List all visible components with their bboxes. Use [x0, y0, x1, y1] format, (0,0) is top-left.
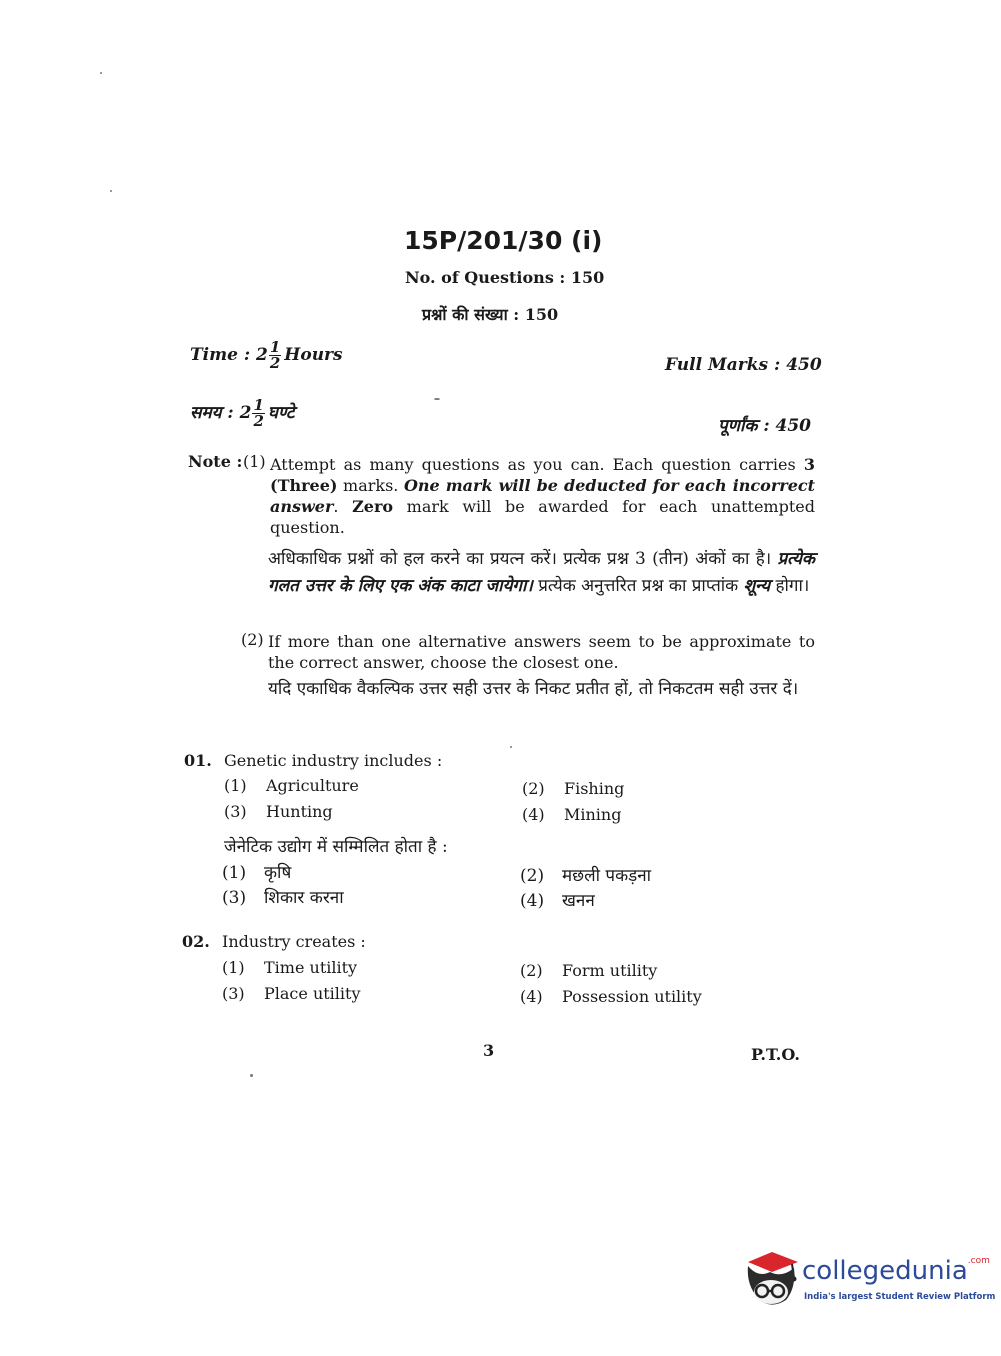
question-1-option-1-en: (1) Agriculture — [224, 776, 359, 795]
question-1-option-2-hi: (2) मछली पकड़ना — [520, 866, 652, 886]
scan-speck — [250, 1074, 253, 1077]
scan-speck — [100, 72, 102, 74]
time-hi-suffix: घण्टे — [267, 403, 295, 423]
time-en — [190, 340, 343, 371]
brand-name: collegedunia$^{.com}$ — [802, 1256, 990, 1286]
number-of-questions-en: No. of Questions : 150 — [405, 268, 605, 287]
question-1-option-4-en: (4) Mining — [522, 805, 622, 824]
question-1-text-hi: जेनेटिक उद्योग में सम्मिलित होता है : — [224, 837, 448, 857]
question-1-option-3-hi: (3) शिकार करना — [222, 888, 344, 908]
time-en-suffix: Hours — [284, 345, 343, 365]
brand-tagline: India's largest Student Review Platform — [804, 1292, 996, 1302]
question-1-number: 01. — [184, 751, 212, 770]
full-marks-hi: पूर्णांक : 450 — [718, 416, 812, 436]
collegedunia-mascot-icon — [742, 1248, 802, 1310]
page-number: 3 — [483, 1041, 495, 1060]
pto-label: P.T.O. — [751, 1045, 800, 1064]
note-2-hindi: यदि एकाधिक वैकल्पिक उत्तर सही उत्तर के निकट प्रतीत हों, तो निकटतम सही उत्तर दें। — [268, 679, 799, 699]
time-hi-fraction: $\frac{1}{2}$ — [253, 396, 264, 430]
question-1-option-1-hi: (1) कृषि — [222, 863, 292, 883]
scan-speck — [110, 190, 112, 192]
note-1-number: (1) — [243, 452, 266, 471]
scan-speck — [434, 398, 440, 400]
note-label: Note : — [188, 452, 243, 471]
full-marks-en: Full Marks : 450 — [665, 355, 822, 375]
question-2-text-en: Industry creates : — [222, 932, 366, 951]
scan-speck — [510, 746, 512, 748]
question-2-option-2-en: (2) Form utility — [520, 961, 658, 980]
question-2-option-4-en: (4) Possession utility — [520, 987, 702, 1006]
paper-code: 15P/201/30 (i) — [404, 226, 603, 255]
question-2-number: 02. — [182, 932, 210, 951]
question-2-option-1-en: (1) Time utility — [222, 958, 358, 977]
note-2-number: (2) — [241, 630, 264, 649]
question-1-option-3-en: (3) Hunting — [224, 802, 333, 821]
note-1-english: Attempt as many questions as you can. Each question carries 3 (Three) marks. One mark will be deducted for each incorrect answer. Zero mark will be awarded for each unattempted question. — [270, 455, 816, 537]
note-1-hindi: अधिकाधिक प्रश्नों को हल करने का प्रयत्न करें। प्रत्येक प्रश्न 3 (तीन) अंकों का है। प्रत्येक गलत उत्तर के लिए एक अंक काटा जायेगा। प्रत्येक अनुत्तरित प्रश्न का प्राप्तांक शून्य होगा। — [268, 549, 815, 596]
time-en-prefix: Time : 2 — [190, 345, 268, 365]
time-fraction: $\frac{1}{2}$ — [269, 338, 281, 372]
note-2-english: If more than one alternative answers seem to be approximate to the correct answer, choose the closest one. — [268, 632, 815, 672]
question-1-text-en: Genetic industry includes : — [224, 751, 443, 770]
question-1-option-4-hi: (4) खनन — [520, 891, 595, 911]
time-hi — [190, 398, 294, 429]
time-hi-prefix: समय : 2 — [190, 403, 252, 423]
question-1-option-2-en: (2) Fishing — [522, 779, 625, 798]
number-of-questions-hi: प्रश्नों की संख्या : 150 — [422, 305, 559, 324]
collegedunia-watermark — [742, 1248, 996, 1318]
question-2-option-3-en: (3) Place utility — [222, 984, 361, 1003]
